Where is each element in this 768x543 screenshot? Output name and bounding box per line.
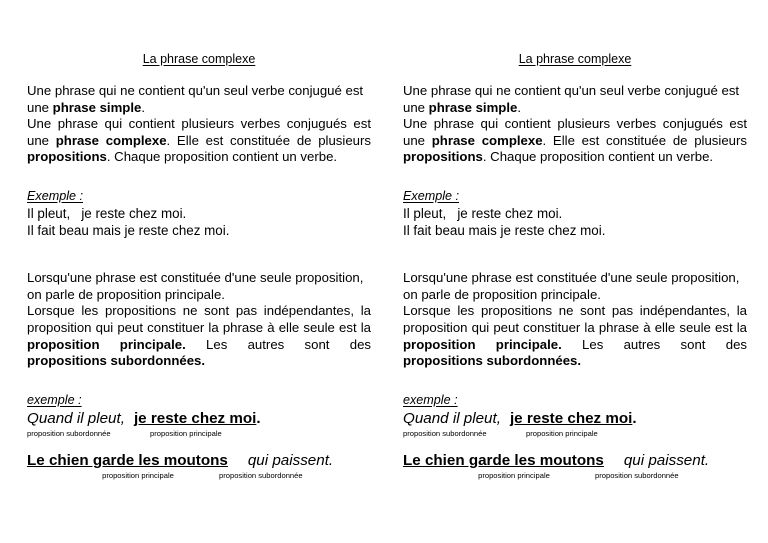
example1-label: Exemple :: [403, 188, 459, 203]
term-propositions-subordonnees: propositions subordonnées.: [27, 353, 206, 369]
caption-subordinate-b: proposition subordonnée: [219, 470, 303, 480]
caption-principale-a: proposition principale: [150, 428, 222, 438]
definition-line-b-prefix: Une phrase qui contient plusieurs verbes conjugués est une: [403, 116, 747, 148]
spacer: [403, 239, 747, 270]
annotated-captions-a: [27, 429, 371, 438]
paragraph-definition: [403, 83, 747, 166]
annotated-captions-b: [403, 471, 747, 480]
segment-main-b: Le chien garde les moutons: [403, 451, 604, 469]
definition-line-a: [27, 83, 371, 116]
segment-end-a: .: [256, 409, 261, 427]
principale-line-a: Lorsqu'une phrase est constituée d'une seule proposition, on parle de proposition principale.: [403, 270, 740, 302]
term-propositions: propositions: [403, 149, 483, 165]
column-left: [27, 0, 371, 480]
example1-label-wrap: [403, 187, 747, 205]
segment-main-a: je reste chez moi: [133, 409, 257, 427]
definition-line-a: [403, 83, 747, 116]
spacer: [403, 166, 747, 187]
principale-line-b-mid: Les autres sont des: [185, 336, 371, 352]
caption-subordinate-a: proposition subordonnée: [27, 428, 111, 438]
spacer: [403, 438, 747, 452]
annotated-sentence-a: [403, 410, 747, 438]
example1-line1: Il pleut, je reste chez moi.: [27, 205, 187, 221]
column-right: [403, 0, 747, 480]
term-phrase-complexe: phrase complexe: [431, 132, 543, 148]
term-phrase-complexe: phrase complexe: [55, 132, 167, 148]
principale-line-b-prefix: Lorsque les propositions ne sont pas indépendantes, la proposition qui peut constituer la phrase à elle seule est la: [403, 303, 747, 335]
example1-label-wrap: [27, 187, 371, 205]
paragraph-principale: [403, 270, 747, 370]
definition-line-b-suffix: . Chaque proposition contient un verbe.: [106, 149, 338, 165]
example2-label-wrap: [27, 391, 371, 409]
example1-label: Exemple :: [27, 188, 83, 203]
caption-subordinate-b: proposition subordonnée: [595, 470, 679, 480]
segment-subordinate-a: Quand il pleut,: [27, 409, 125, 427]
annotated-captions-b: [27, 471, 371, 480]
annotated-sentence-b: [403, 452, 747, 480]
segment-subordinate-b: qui paissent.: [247, 451, 334, 469]
page-title: La phrase complexe: [518, 52, 632, 66]
annotated-sentence-b-text: [403, 452, 747, 470]
term-phrase-simple: phrase simple: [428, 99, 518, 115]
segment-subordinate-a: Quand il pleut,: [403, 409, 501, 427]
segment-main-b: Le chien garde les moutons: [27, 451, 228, 469]
term-proposition-principale: proposition principale.: [403, 336, 562, 352]
principale-line-b-mid: Les autres sont des: [561, 336, 747, 352]
definition-line-b-mid: . Elle est constituée de plusieurs: [166, 132, 371, 148]
definition-line-b-suffix: . Chaque proposition contient un verbe.: [482, 149, 714, 165]
annotated-sentence-a-text: [403, 410, 747, 428]
annotated-sentence-b: [27, 452, 371, 480]
segment-main-a: je reste chez moi: [509, 409, 633, 427]
caption-subordinate-a: proposition subordonnée: [403, 428, 487, 438]
caption-principale-b: proposition principale: [102, 470, 174, 480]
definition-line-a-suffix: .: [517, 99, 522, 115]
paragraph-definition: [27, 83, 371, 166]
spacer: [403, 370, 747, 391]
annotated-sentence-a: [27, 410, 371, 438]
example1-line2: Il fait beau mais je reste chez moi.: [27, 222, 230, 238]
principale-line-b-prefix: Lorsque les propositions ne sont pas indépendantes, la proposition qui peut constituer la phrase à elle seule est la: [27, 303, 371, 335]
term-phrase-simple: phrase simple: [52, 99, 142, 115]
paragraph-principale: [27, 270, 371, 370]
spacer: [27, 370, 371, 391]
definition-line-a-prefix: Une phrase qui ne contient qu'un seul verbe conjugué est une: [27, 83, 364, 115]
spacer: [27, 239, 371, 270]
definition-line-a-suffix: .: [141, 99, 146, 115]
definition-line-b-mid: . Elle est constituée de plusieurs: [542, 132, 747, 148]
spacer: [27, 166, 371, 187]
caption-principale-a: proposition principale: [526, 428, 598, 438]
principale-line-a: Lorsqu'une phrase est constituée d'une seule proposition, on parle de proposition principale.: [27, 270, 364, 302]
example2-label: exemple :: [403, 392, 458, 407]
annotated-sentence-a-text: [27, 410, 371, 428]
term-propositions-subordonnees: propositions subordonnées.: [403, 353, 582, 369]
spacer: [27, 438, 371, 452]
example1-line2: Il fait beau mais je reste chez moi.: [403, 222, 606, 238]
segment-subordinate-b: qui paissent.: [623, 451, 710, 469]
caption-principale-b: proposition principale: [478, 470, 550, 480]
annotated-captions-a: [403, 429, 747, 438]
annotated-sentence-b-text: [27, 452, 371, 470]
example1-line1: Il pleut, je reste chez moi.: [403, 205, 563, 221]
term-propositions: propositions: [27, 149, 107, 165]
definition-line-b-prefix: Une phrase qui contient plusieurs verbes conjugués est une: [27, 116, 371, 148]
example2-label: exemple :: [27, 392, 82, 407]
definition-line-a-prefix: Une phrase qui ne contient qu'un seul verbe conjugué est une: [403, 83, 740, 115]
page-title: La phrase complexe: [142, 52, 256, 66]
example2-label-wrap: [403, 391, 747, 409]
term-proposition-principale: proposition principale.: [27, 336, 186, 352]
segment-end-a: .: [632, 409, 637, 427]
